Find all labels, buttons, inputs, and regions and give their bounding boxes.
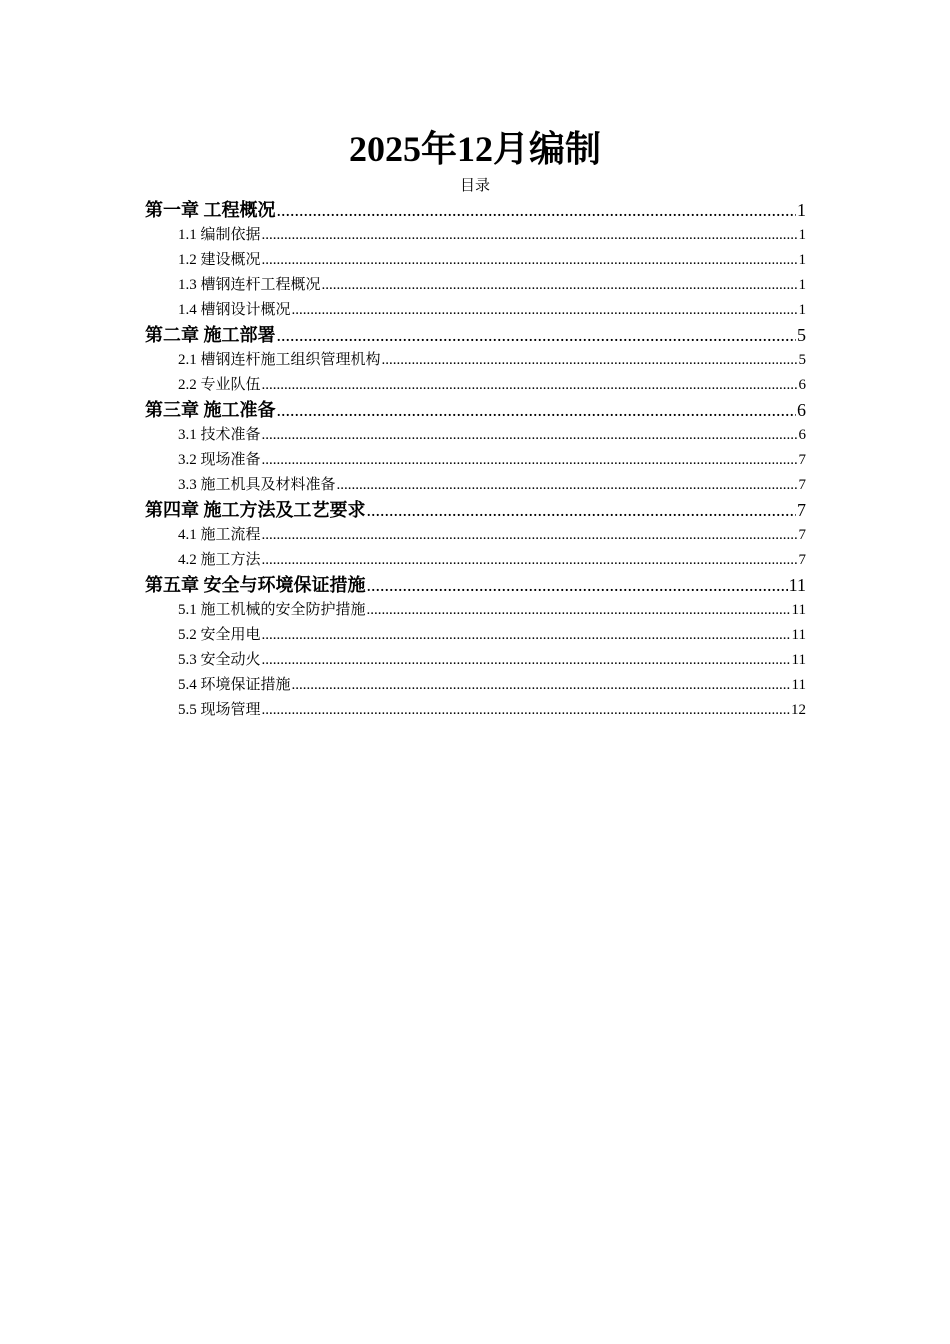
toc-page-number: 7 [798,477,806,493]
toc-entry-label: 3.3 施工机具及材料准备 [178,477,336,493]
toc-entry-label: 第五章 安全与环境保证措施 [145,575,366,595]
toc-page-number: 11 [791,627,806,643]
toc-chapter-entry[interactable] [145,573,806,598]
table-of-contents [145,198,806,723]
toc-heading: 目录 [459,178,490,194]
toc-section-entry[interactable] [145,698,806,723]
dot-leader [337,473,798,498]
toc-chapter-entry[interactable] [145,323,806,348]
toc-chapter-entry[interactable] [145,198,806,223]
toc-section-entry[interactable] [145,273,806,298]
toc-entry-label: 4.1 施工流程 [178,527,261,543]
dot-leader [292,298,798,323]
toc-entry-label: 第四章 施工方法及工艺要求 [145,500,366,520]
dot-leader [277,198,797,223]
toc-page-number: 12 [791,702,806,718]
dot-leader [262,698,790,723]
toc-entry-label: 1.2 建设概况 [178,252,261,268]
toc-section-entry[interactable] [145,248,806,273]
toc-entry-label: 2.2 专业队伍 [178,377,261,393]
toc-entry-label: 第二章 施工部署 [145,325,276,345]
dot-leader [367,598,791,623]
toc-entry-label: 5.2 安全用电 [178,627,261,643]
toc-section-entry[interactable] [145,423,806,448]
toc-entry-label: 5.5 现场管理 [178,702,261,718]
toc-entry-label: 5.4 环境保证措施 [178,677,291,693]
toc-entry-label: 3.1 技术准备 [178,427,261,443]
toc-entry-label: 4.2 施工方法 [178,552,261,568]
dot-leader [292,673,791,698]
toc-section-entry[interactable] [145,348,806,373]
toc-section-entry[interactable] [145,648,806,673]
dot-leader [262,373,798,398]
dot-leader [367,498,797,523]
toc-page-number: 1 [798,252,806,268]
document-title: 2025年12月编制 [348,129,601,169]
toc-page-number: 6 [798,427,806,443]
toc-page-number: 11 [791,677,806,693]
toc-page-number: 7 [798,552,806,568]
toc-entry-label: 第一章 工程概况 [145,200,276,220]
dot-leader [262,423,798,448]
toc-section-entry[interactable] [145,598,806,623]
dot-leader [367,573,788,598]
toc-section-entry[interactable] [145,523,806,548]
toc-page-number: 1 [797,200,806,220]
toc-page-number: 11 [788,575,806,595]
toc-entry-label: 3.2 现场准备 [178,452,261,468]
dot-leader [262,223,798,248]
toc-page-number: 1 [798,277,806,293]
toc-page-number: 5 [798,352,806,368]
toc-page-number: 5 [797,325,806,345]
dot-leader [262,623,791,648]
dot-leader [277,323,797,348]
dot-leader [262,448,798,473]
toc-page-number: 6 [797,400,806,420]
toc-page-number: 11 [791,652,806,668]
dot-leader [262,548,798,573]
toc-entry-label: 1.1 编制依据 [178,227,261,243]
dot-leader [262,248,798,273]
toc-page-number: 7 [798,452,806,468]
toc-page-number: 1 [798,227,806,243]
toc-page-number: 7 [798,527,806,543]
toc-entry-label: 5.3 安全动火 [178,652,261,668]
dot-leader [322,273,798,298]
toc-section-entry[interactable] [145,448,806,473]
dot-leader [262,523,798,548]
dot-leader [382,348,798,373]
toc-section-entry[interactable] [145,673,806,698]
toc-section-entry[interactable] [145,548,806,573]
toc-page-number: 1 [798,302,806,318]
dot-leader [277,398,797,423]
toc-entry-label: 1.4 槽钢设计概况 [178,302,291,318]
toc-section-entry[interactable] [145,298,806,323]
toc-entry-label: 第三章 施工准备 [145,400,276,420]
toc-chapter-entry[interactable] [145,498,806,523]
toc-chapter-entry[interactable] [145,398,806,423]
dot-leader [262,648,791,673]
toc-section-entry[interactable] [145,473,806,498]
toc-section-entry[interactable] [145,373,806,398]
toc-entry-label: 5.1 施工机械的安全防护措施 [178,602,366,618]
toc-entry-label: 1.3 槽钢连杆工程概况 [178,277,321,293]
toc-page-number: 11 [791,602,806,618]
toc-page-number: 7 [797,500,806,520]
toc-section-entry[interactable] [145,223,806,248]
toc-entry-label: 2.1 槽钢连杆施工组织管理机构 [178,352,381,368]
toc-page-number: 6 [798,377,806,393]
toc-section-entry[interactable] [145,623,806,648]
